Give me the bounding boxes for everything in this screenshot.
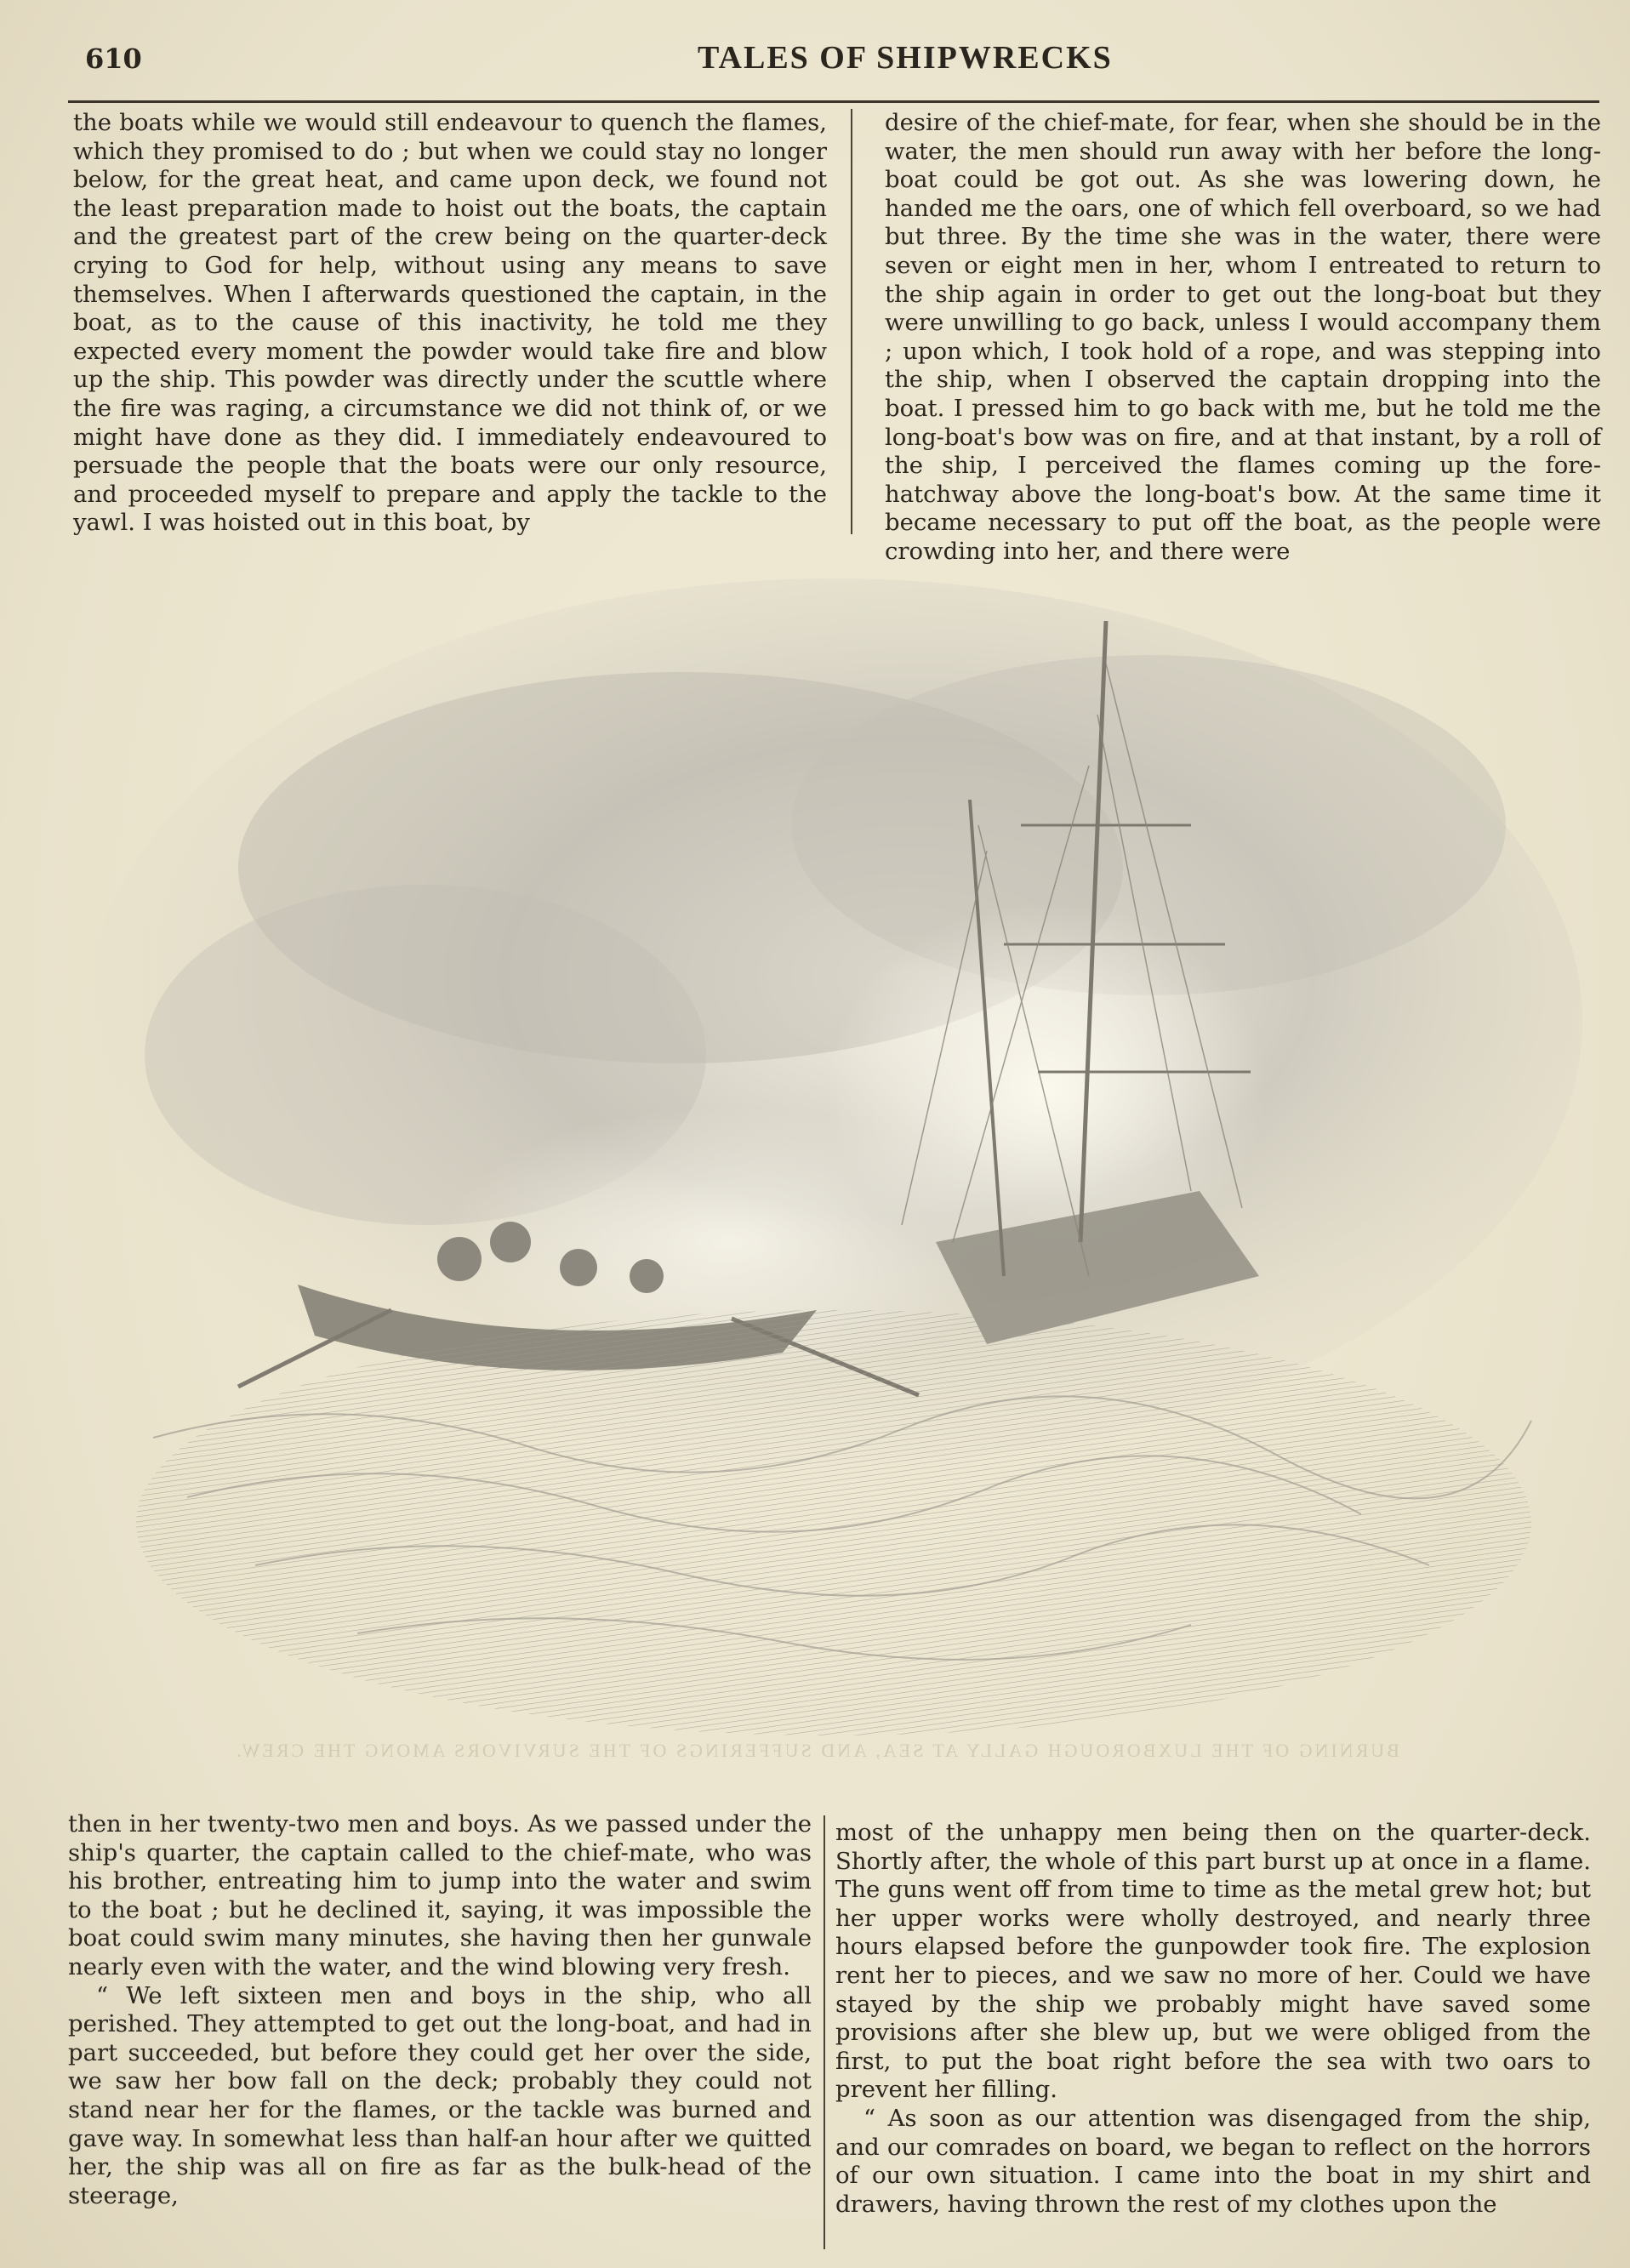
column-divider-top	[851, 109, 852, 534]
paragraph: the boats while we would still endeavour to quench the flames, which they promised to do ; but when we could stay no longer below, for the great heat, and came upon deck, we found not the least preparation made to hoist out the boats, the captain and the greatest part of the crew being on the quarter-deck crying to God for help, without using any means to save themselves. When I afterwards questioned the captain, in the boat, as to the cause of this inactivity, he told me they expected every moment the powder would take fire and blow up the ship. This powder was directly under the scuttle where the fire was raging, a circumstance we did not think of, or we might have done as they did. I immediately endeavoured to persuade the people that the boats were our only resource, and proceeded myself to prepare and apply the tackle to the yawl. I was hoisted out in this boat, by	[73, 109, 827, 537]
page-header	[68, 31, 1599, 76]
text-column-top-left	[73, 109, 827, 537]
running-title: TALES OF SHIPWRECKS	[698, 40, 1113, 76]
ship-burning-illustration	[85, 544, 1582, 1761]
text-column-bottom-left	[68, 1810, 812, 2253]
paragraph: then in her twenty-two men and boys. As we passed under the ship's quarter, the captain called to the chief-mate, who was his brother, entreating him to jump into the water and swim to the boat ; but he declined it, saying, it was impossible the boat could swim many minutes, she having then her gunwale nearly even with the water, and the wind blowing very fresh.	[68, 1810, 812, 1980]
page-number: 610	[85, 43, 142, 75]
paragraph: “ We left sixteen men and boys in the ship, who all perished. They attempted to get out the long-boat, and had in part succeeded, but before they could get her over the side, we saw her bow fall on the deck; probably they could not stand near her for the flames, or the tackle was burned and gave way. In somewhat less than half-an hour after we quitted her, the ship was all on fire as far as the bulk-head of the steerage,	[68, 1981, 812, 2209]
paragraph: desire of the chief-mate, for fear, when she should be in the water, the men should run away with her before the long-boat could be got out. As she was lowering down, he handed me the oars, one of which fell overboard, so we had but three. By the time she was in the water, there were seven or eight men in her, whom I entreated to return to the ship again in order to get out the long-boat but they were unwilling to go back, unless I would accompany them ; upon which, I took hold of a rope, and was stepping into the ship, when I observed the captain dropping into the boat. I pressed him to go back with me, but he told me the long-boat's bow was on fire, and at that instant, by a roll of the ship, I perceived the flames coming up the fore-hatchway above the long-boat's bow. At the same time it became necessary to put off the boat, as the people were crowding into her, and there were	[885, 109, 1601, 565]
paragraph: “ As soon as our attention was disengaged from the ship, and our comrades on board, we began to reflect on the horrors of our own situation. I came into the boat in my shirt and drawers, having thrown the rest of my clothes upon the	[835, 2104, 1591, 2218]
text-column-top-right	[885, 109, 1601, 565]
column-divider-bottom	[824, 1815, 825, 2249]
paragraph: most of the unhappy men being then on the quarter-deck. Shortly after, the whole of this part burst up at once in a flame. The guns went off from time to time as the metal grew hot; but her upper works were wholly destroyed, and nearly three hours elapsed before the gunpowder took fire. The explosion rent her to pieces, and we saw no more of her. Could we have stayed by the ship we probably might have saved some provisions after she blew up, but we were obliged from the first, to put the boat right before the sea with two oars to prevent her filling.	[835, 1819, 1591, 2104]
text-column-bottom-right	[835, 1819, 1591, 2253]
bleed-through-caption: BURNING OF THE LUXBOROUGH GALLY AT SEA, AND SUFFERINGS OF THE SURVIVORS AMONG THE CREW.	[234, 1740, 1399, 1761]
header-rule	[68, 100, 1599, 103]
